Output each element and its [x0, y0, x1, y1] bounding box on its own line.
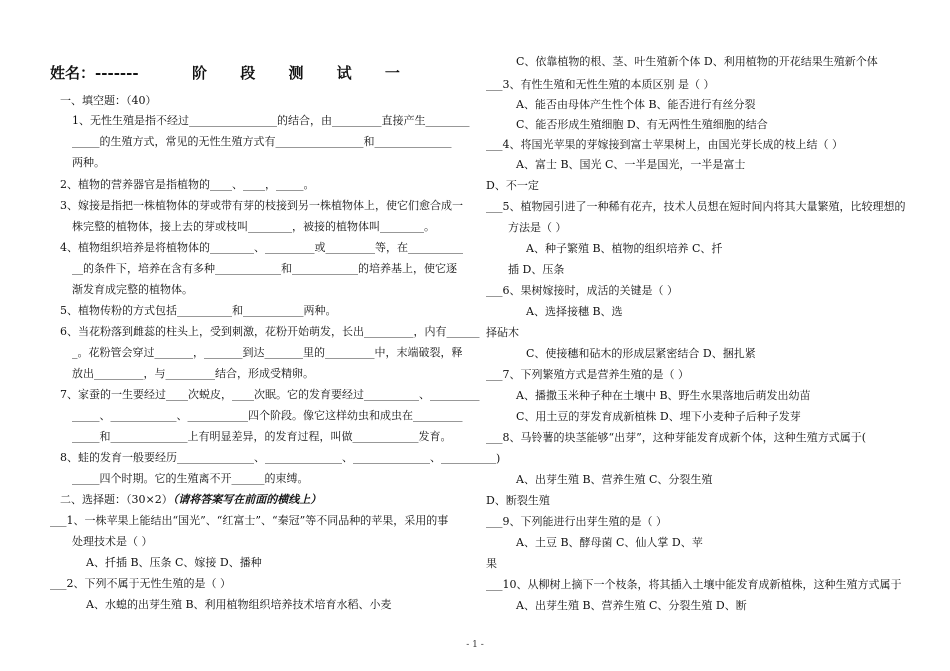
choice-5-line-2: 方法是（ ）	[508, 221, 567, 234]
choice-5-option-d: 插 D、压条	[508, 263, 565, 276]
question-6-line-3: 放出_________，与_________结合，形成受精卵。	[72, 367, 314, 380]
choice-5-options-abc: A、种子繁殖 B、植物的组织培养 C、扦	[526, 242, 723, 255]
name-label-line	[50, 66, 139, 80]
choice-1-line-1: ___1、一株苹果上能结出“国光”、“红富士”、“秦冠”等不同品种的苹果，采用的事	[50, 514, 449, 527]
question-8-line-2: _____四个时期。它的生殖离不开______的束缚。	[72, 472, 309, 485]
question-7-line-3: _____和______________上有明显差异，的发育过程，叫做____________发育。	[72, 430, 452, 443]
choice-8-options-abc: A、出芽生殖 B、营养生殖 C、分裂生殖	[516, 473, 713, 486]
choice-4-question: ___4、将国光苹果的芽嫁接到富士苹果树上，由国光芽长成的枝上结（ ）	[486, 138, 843, 151]
choice-4-option-d: D、不一定	[486, 179, 539, 192]
choice-6-options-cd: C、使接穗和砧木的形成层紧密结合 D、捆扎紧	[526, 347, 756, 360]
name-label: 姓名：	[50, 64, 96, 82]
page-number: - 1 -	[466, 640, 484, 650]
question-4-line-3: 渐发育成完整的植物体。	[72, 283, 193, 296]
question-1-line-2: _____的生殖方式，常见的无性生殖方式有________________和______________	[72, 135, 452, 148]
question-4-line-2: __的条件下，培养在含有多种____________和____________的培养基上，使它逐	[72, 262, 457, 275]
question-6-line-1: 6、当花粉落到雌蕊的柱头上，受到刺激，花粉开始萌发，长出_________，内有______	[60, 325, 480, 338]
choice-9-question: ___9、下列能进行出芽生殖的是（ ）	[486, 515, 667, 528]
section-title-fill: 一、填空题：（40）	[60, 94, 157, 107]
choice-2-options-cd: C、依靠植物的根、茎、叶生殖新个体 D、利用植物的开花结果生殖新个体	[516, 55, 878, 68]
question-3-line-2: 株完整的植物体，接上去的芽或枝叫________，被接的植物体叫________。	[72, 220, 435, 233]
choice-8-option-d: D、断裂生殖	[486, 494, 550, 507]
question-8-line-1: 8、蛙的发育一般要经历______________、______________、______________、__________	[60, 451, 496, 464]
choice-7-question: ___7、下列繁殖方式是营养生殖的是（ ）	[486, 368, 689, 381]
choice-3-options-cd: C、能否形成生殖细胞 D、有无两性生殖细胞的结合	[516, 118, 768, 131]
choice-2-options-ab: A、水螅的出芽生殖 B、利用植物组织培养技术培育水稻、小麦	[86, 598, 392, 611]
choice-4-options-abc: A、富士 B、国光 C、一半是国光，一半是富士	[516, 158, 746, 171]
question-1-line-3: 两种。	[72, 156, 105, 169]
choice-1-options: A、扦插 B、压条 C、嫁接 D、播种	[86, 556, 262, 569]
section-title-choice-note: （请将答案写在前面的横线上）	[172, 493, 322, 506]
question-4-line-1: 4、植物组织培养是将植物体的________、_________或_________等，在__________	[60, 241, 463, 254]
choice-9-options: A、土豆 B、酵母菌 C、仙人掌 D、苹	[516, 536, 703, 549]
choice-8-line-1: ___8、马铃薯的块茎能够“出芽”，这种芽能发育成新个体，这种生殖方式属于(	[486, 431, 867, 444]
section-title-choice-text: 二、选择题：（30×2）	[60, 493, 173, 506]
choice-3-options-ab: A、能否由母体产生性个体 B、能否进行有丝分裂	[516, 98, 756, 111]
choice-10-question: ___10、从柳树上摘下一个枝条，将其插入土壤中能发育成新植株，这种生殖方式属于	[486, 578, 902, 591]
question-2: 2、植物的营养器官是指植物的____、____，_____。	[60, 178, 315, 191]
name-blank[interactable]: -------	[95, 64, 139, 82]
exam-title: 阶 段 测 试 一	[192, 64, 414, 82]
choice-9-option-d-cont: 果	[486, 557, 497, 570]
choice-3-question: ___3、有性生殖和无性生殖的本质区别 是（ ）	[486, 78, 715, 91]
choice-10-options: A、出芽生殖 B、营养生殖 C、分裂生殖 D、断	[516, 599, 747, 612]
choice-7-options-ab: A、播撒玉米种子种在土壤中 B、野生水果落地后萌发出幼苗	[516, 389, 811, 402]
section-title-choice	[60, 493, 321, 507]
choice-8-line-2: )	[496, 452, 501, 465]
choice-6-options-ab: A、选择接穗 B、选	[526, 305, 623, 318]
question-7-line-1: 7、家蚕的一生要经过____次蜕皮，____次眠。它的发育要经过__________、_________	[60, 388, 480, 401]
choice-6-option-b-cont: 择砧木	[486, 326, 519, 339]
choice-1-line-2: 处理技术是（ ）	[72, 535, 153, 548]
choice-5-line-1: ___5、植物园引进了一种稀有花卉，技术人员想在短时间内将其大量繁殖，比较理想的	[486, 200, 906, 213]
question-1-line-1: 1、无性生殖是指不经过________________的结合，由_________直接产生________	[72, 114, 470, 127]
question-5: 5、植物传粉的方式包括__________和___________两种。	[60, 304, 337, 317]
choice-2-question: ___2、下列不属于无性生殖的是（ ）	[50, 577, 231, 590]
question-3-line-1: 3、嫁接是指把一株植物体的芽或带有芽的枝接到另一株植物体上，使它们愈合成一	[60, 199, 463, 212]
question-7-line-2: _____、____________、___________四个阶段。像它这样幼虫和成虫在_________	[72, 409, 463, 422]
question-6-line-2: _。花粉管会穿过_______，_______到达_______里的_________中，末端破裂，释	[72, 346, 463, 359]
choice-7-options-cd: C、用土豆的芽发育成新植株 D、埋下小麦种子后种子发芽	[516, 410, 801, 423]
choice-6-question: ___6、果树嫁接时，成活的关键是（ ）	[486, 284, 678, 297]
